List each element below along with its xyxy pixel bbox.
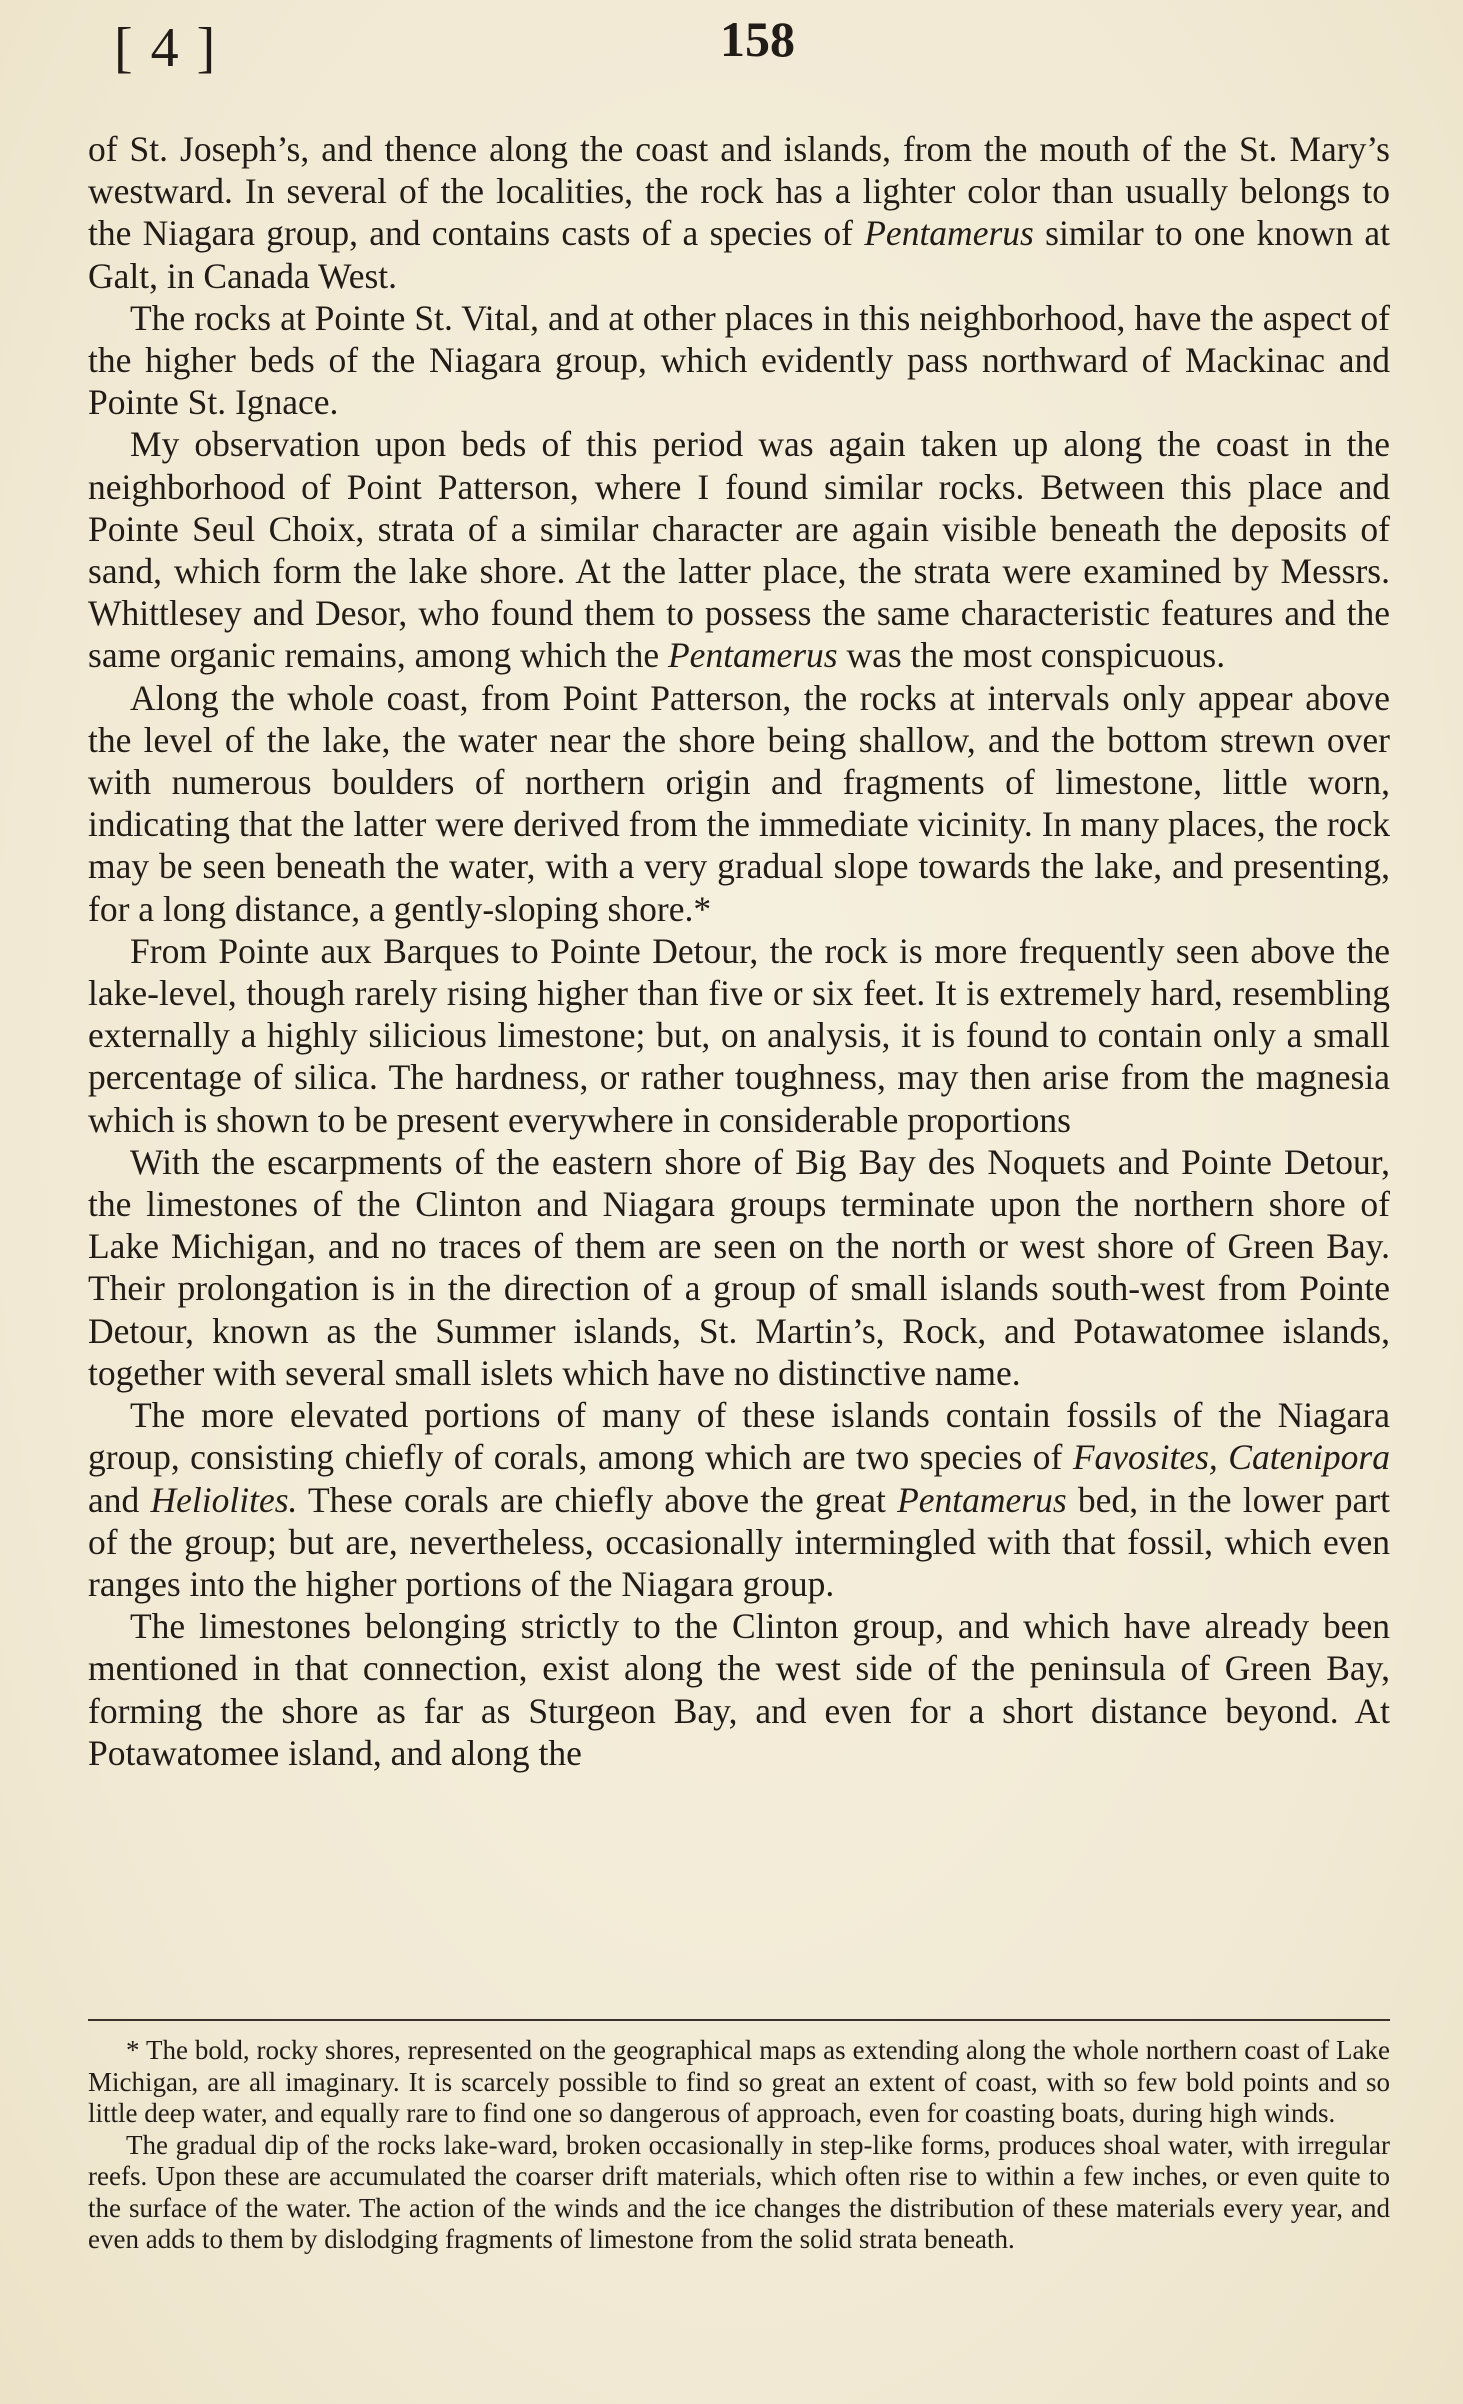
paragraph [88,128,1390,297]
italic-taxon: Pentamerus [668,635,838,676]
main-text [88,128,1390,1774]
page-number: 158 [720,11,795,67]
paragraph [88,1605,1390,1774]
text-run: The more elevated portions of many of these islands contain fossils of the Niagara group, consisting chiefly of corals, among which are two species of [88,1395,1390,1478]
paragraph [88,1394,1390,1605]
text-run: From Pointe aux Barques to Pointe Detour, the rock is more frequently seen above the lake-level, though rarely rising higher than five or six feet. It is extremely hard, resembling externally a highly silicious limestone; but, on analysis, it is found to contain only a small percentage of silica. The hardness, or rather toughness, may then arise from the magnesia which is shown to be present everywhere in considerable proportions [88,930,1390,1140]
footnote: * The bold, rocky shores, represented on the geographical maps as extending along the whole northern coast of Lake Michigan, are all imaginary. It is scarcely possible to find so great an extent of coast, with so few bold points and so little deep water, and equally rare to find one so dangerous of approach, even for coasting boats, during high winds. [88,2035,1390,2128]
text-run: These corals are chiefly above the great [297,1479,898,1520]
text-run: With the escarpments of the eastern shore of Big Bay des Noquets and Pointe Detour, the limestones of the Clinton and Niagara groups terminate upon the northern shore of Lake Michigan, and no traces of them are seen on the north or west shore of Green Bay. Their prolongation is in the direction of a group of small islands south-west from Pointe Detour, known as the Summer islands, St. Martin’s, Rock, and Potawatomee islands, together with several small islets which have no distinctive name. [88,1141,1390,1393]
paragraph [88,930,1390,1141]
text-run: of St. Joseph’s, and thence along the coast and islands, from the mouth of the St. Mary’s westward. In several of the localities, the rock has a lighter color than usually belongs to the Niagara group, and contains casts of a species of [88,129,1390,254]
italic-taxon: Favosites, Catenipora [1072,1437,1391,1478]
text-run: The rocks at Pointe St. Vital, and at other places in this neighborhood, have the aspect of the higher beds of the Niagara group, which evidently pass northward of Mackinac and Pointe St. Ignace. [88,297,1390,423]
text-run: The limestones belonging strictly to the Clinton group, and which have already been mentioned in that connection, exist along the west side of the peninsula of Green Bay, forming the shore as far as Sturgeon Bay, and even for a short distance beyond. At Potawatomee island, and along the [88,1606,1390,1773]
paragraph [88,297,1390,424]
text-run: was the most conspicuous. [837,635,1226,676]
paragraph [88,677,1390,930]
paragraph [88,1141,1390,1394]
footnotes [88,2035,1390,2256]
italic-taxon: Pentamerus [897,1479,1067,1520]
footnote: The gradual dip of the rocks lake-ward, broken occasionally in step-like forms, produces shoal water, with irregular reefs. Upon these are accumulated the coarser drift materials, which often rise to within a few inches, or even quite to the surface of the water. The action of the winds and the ice changes the distribution of these materials every year, and even adds to them by dislodging fragments of limestone from the solid strata beneath. [88,2129,1390,2254]
italic-taxon: Pentamerus [864,213,1034,254]
paragraph [88,423,1390,676]
signature-mark: [ 4 ] [114,17,218,79]
text-run: Along the whole coast, from Point Patterson, the rocks at intervals only appear above the level of the lake, the water near the shore being shallow, and the bottom strewn over with numerous boulders of northern origin and fragments of limestone, little worn, indicating that the latter were derived from the immediate vicinity. In many places, the rock may be seen beneath the water, with a very gradual slope towards the lake, and presenting, for a long distance, a gently-sloping shore.* [88,677,1390,929]
text-run: similar to one known at Galt, in Canada West. [88,213,1390,296]
footnote-rule [88,2019,1390,2021]
text-run: and [88,1479,151,1520]
italic-taxon: Heliolites. [150,1479,298,1520]
text-run: bed, in the lower part of the group; but are, nevertheless, occasionally intermingled with that fossil, which even ranges into the higher portions of the Niagara group. [88,1479,1390,1604]
text-run: My observation upon beds of this period was again taken up along the coast in the neighborhood of Point Patterson, where I found similar rocks. Between this place and Pointe Seul Choix, strata of a similar character are again visible beneath the deposits of sand, which form the lake shore. At the latter place, the strata were examined by Messrs. Whittlesey and Desor, who found them to possess the same characteristic features and the same organic remains, among which the [88,424,1390,676]
